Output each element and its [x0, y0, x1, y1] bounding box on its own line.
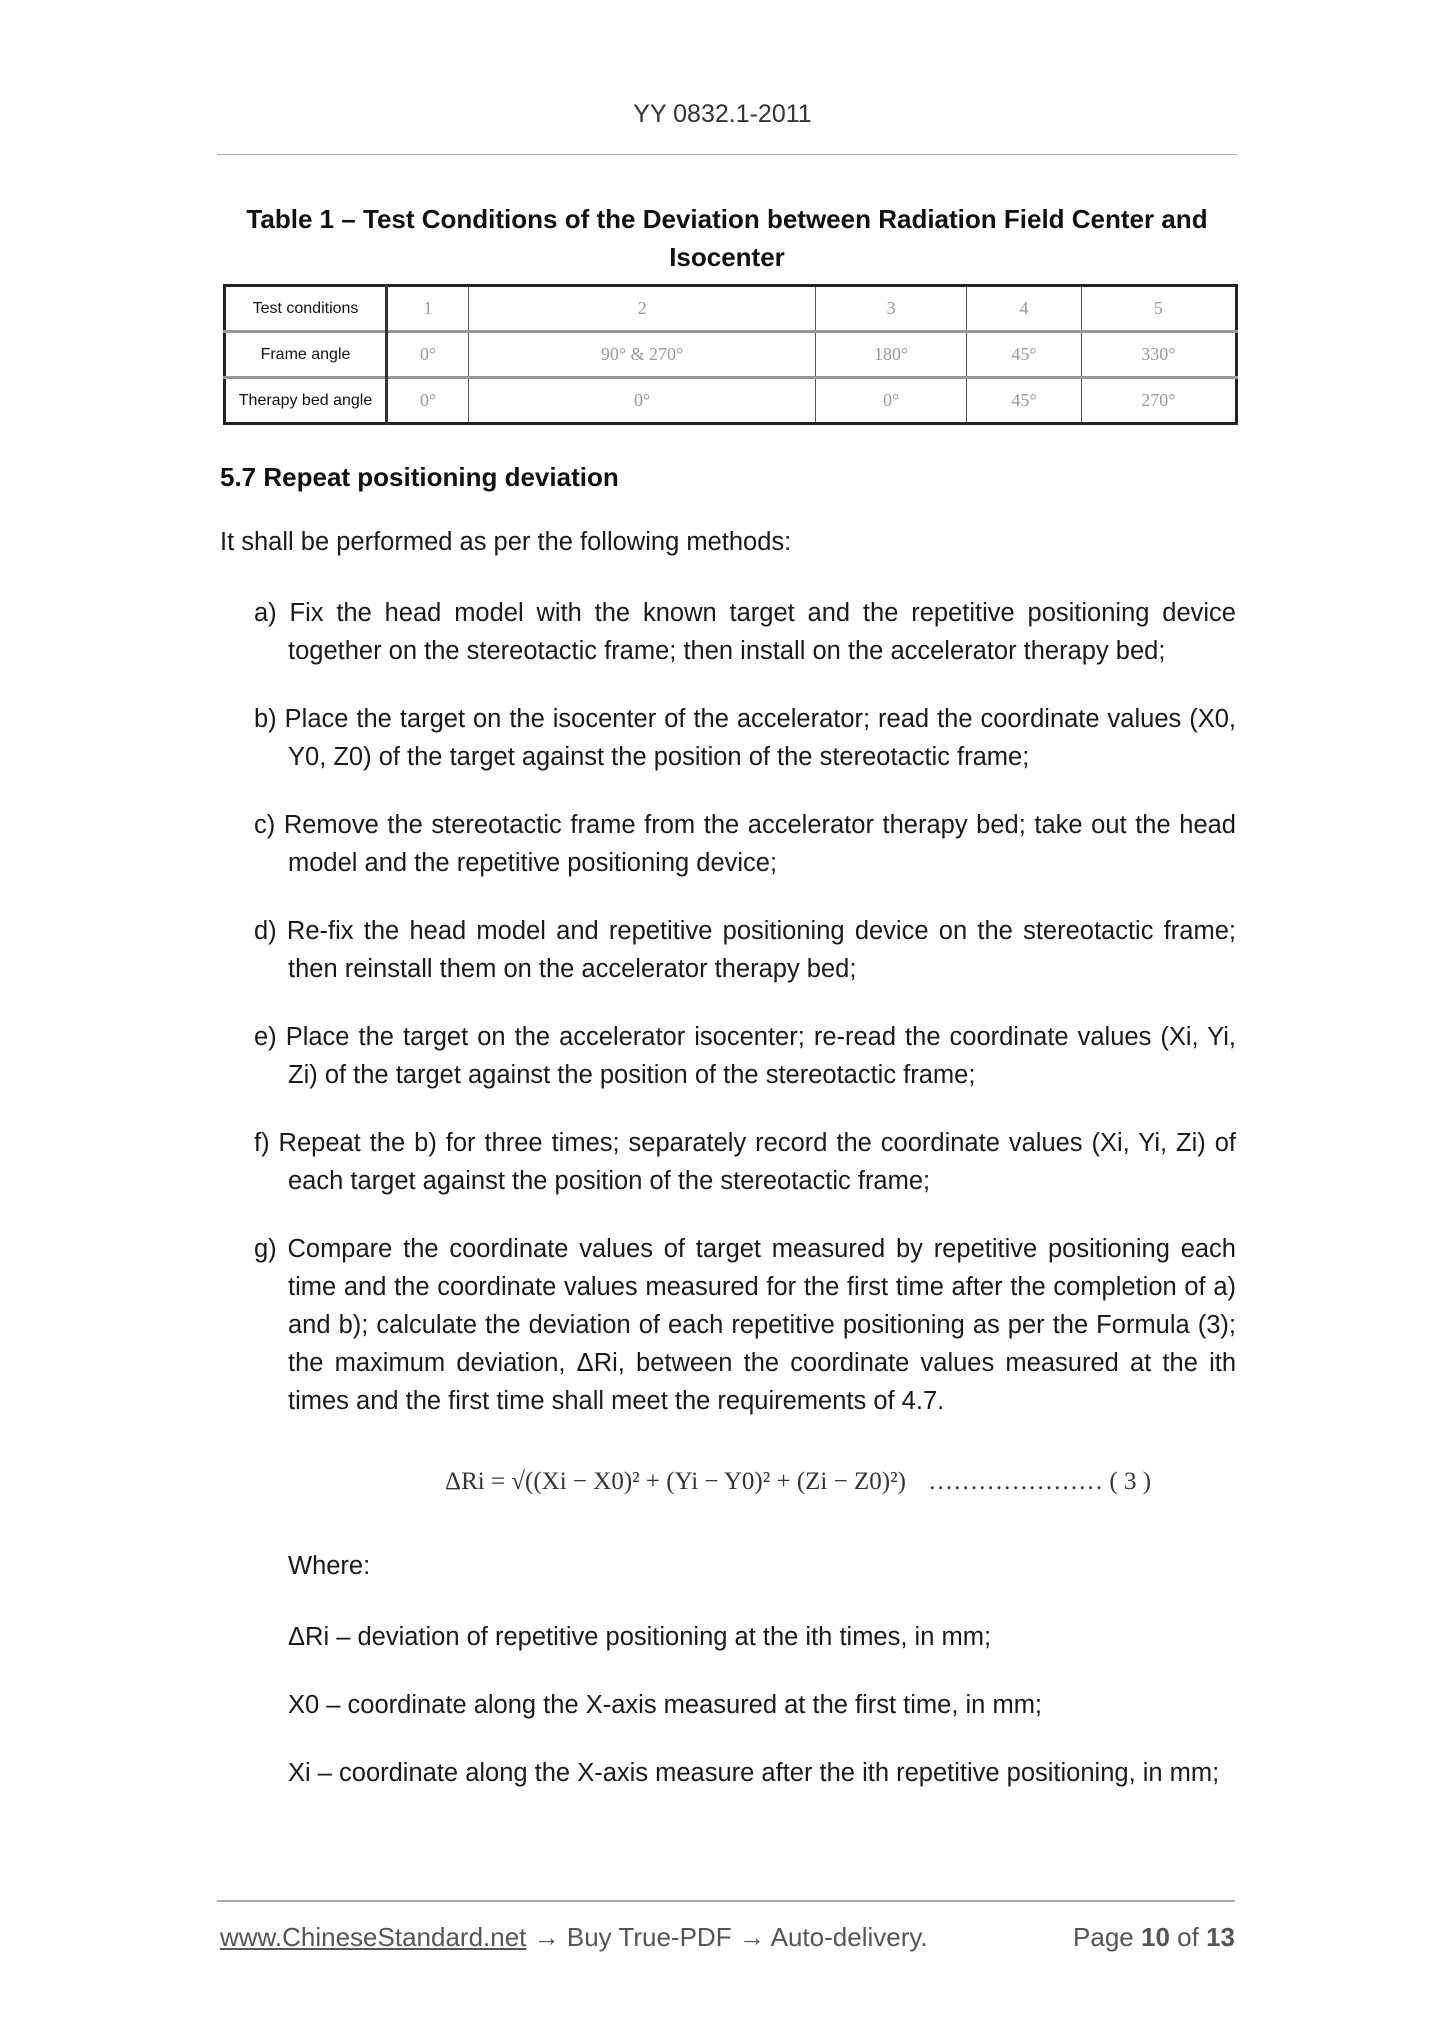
page-indicator — [1073, 1922, 1235, 1953]
step-a: a) Fix the head model with the known target and the repetitive positioning device together on the stereotactic frame; then install on the accelerator therapy bed; — [254, 599, 1236, 665]
buy-text: Buy True-PDF — [566, 1922, 732, 1952]
step-f: f) Repeat the b) for three times; separately record the coordinate values (Xi, Yi, Zi) of each target against the position of the stereotactic frame; — [254, 1129, 1236, 1195]
table-cell: 45° — [967, 378, 1082, 424]
step-e: e) Place the target on the accelerator isocenter; re-read the coordinate values (Xi, Yi, Zi) of the target against the position of the stereotactic frame; — [254, 1023, 1236, 1089]
variable-definitions — [288, 1618, 1236, 1822]
section-intro: It shall be performed as per the following methods: — [220, 528, 792, 556]
page-footer — [220, 1922, 1235, 1953]
current-page: 10 — [1141, 1922, 1170, 1952]
definition-xi: Xi – coordinate along the X-axis measure after the ith repetitive positioning, in mm; — [288, 1759, 1220, 1787]
table-title: Table 1 – Test Conditions of the Deviation between Radiation Field Center and Isocenter — [246, 204, 1208, 272]
table-cell: 180° — [816, 332, 967, 378]
document-id-header: YY 0832.1-2011 — [633, 100, 812, 128]
test-conditions-table — [223, 284, 1238, 425]
table-row — [225, 332, 1237, 378]
definition-delta-r: ΔRi – deviation of repetitive positioning at the ith times, in mm; — [288, 1623, 992, 1651]
footer-left — [220, 1922, 928, 1953]
table-cell: 2 — [469, 286, 816, 332]
table-cell: 0° — [469, 378, 816, 424]
footer-divider — [217, 1900, 1235, 1902]
table-cell: 1 — [387, 286, 469, 332]
arrow-right-icon: → — [533, 1922, 560, 1952]
table-cell: 0° — [387, 332, 469, 378]
page-label: Page — [1073, 1922, 1134, 1952]
row-label: Test conditions — [225, 286, 387, 332]
formula-number: ( 3 ) — [1109, 1468, 1152, 1495]
table-cell: 0° — [387, 378, 469, 424]
row-label: Therapy bed angle — [225, 378, 387, 424]
table-row — [225, 286, 1237, 332]
formula-3 — [445, 1468, 1235, 1496]
table-row — [225, 378, 1237, 424]
table-cell: 90° & 270° — [469, 332, 816, 378]
step-c: c) Remove the stereotactic frame from the accelerator therapy bed; take out the head model and the repetitive positioning device; — [254, 811, 1236, 877]
header-divider — [217, 154, 1237, 155]
section-heading: 5.7 Repeat positioning deviation — [220, 462, 619, 492]
where-label: Where: — [288, 1552, 371, 1580]
table-cell: 0° — [816, 378, 967, 424]
delivery-text: Auto-delivery. — [770, 1922, 928, 1952]
step-b: b) Place the target on the isocenter of the accelerator; read the coordinate values (X0, Y0, Z0) of the target against the position of the stereotactic frame; — [254, 705, 1236, 771]
table-cell: 270° — [1081, 378, 1236, 424]
table-cell: 3 — [816, 286, 967, 332]
arrow-right-icon: → — [738, 1922, 765, 1952]
formula-leader-dots: ………………… — [928, 1468, 1104, 1495]
table-cell: 45° — [967, 332, 1082, 378]
table-cell: 4 — [967, 286, 1082, 332]
procedure-steps — [254, 594, 1236, 1450]
step-d: d) Re-fix the head model and repetitive positioning device on the stereotactic frame; then reinstall them on the accelerator therapy bed; — [254, 917, 1236, 983]
website-link[interactable]: www.ChineseStandard.net — [220, 1922, 527, 1952]
table-cell: 5 — [1081, 286, 1236, 332]
of-label: of — [1177, 1922, 1199, 1952]
formula-expression: ΔRi = √((Xi − X0)² + (Yi − Y0)² + (Zi − Z0)²) — [445, 1468, 906, 1495]
table-cell: 330° — [1081, 332, 1236, 378]
definition-x0: X0 – coordinate along the X-axis measured at the first time, in mm; — [288, 1691, 1043, 1719]
total-pages: 13 — [1206, 1922, 1235, 1952]
row-label: Frame angle — [225, 332, 387, 378]
step-g: g) Compare the coordinate values of target measured by repetitive positioning each time and the coordinate values measured for the first time after the completion of a) and b); calculate the deviation of each repetitive positioning as per the Formula (3); the maximum deviation, ΔRi, between the coordinate values measured at the ith times and the first time shall meet the requirements of 4.7. — [254, 1235, 1236, 1415]
